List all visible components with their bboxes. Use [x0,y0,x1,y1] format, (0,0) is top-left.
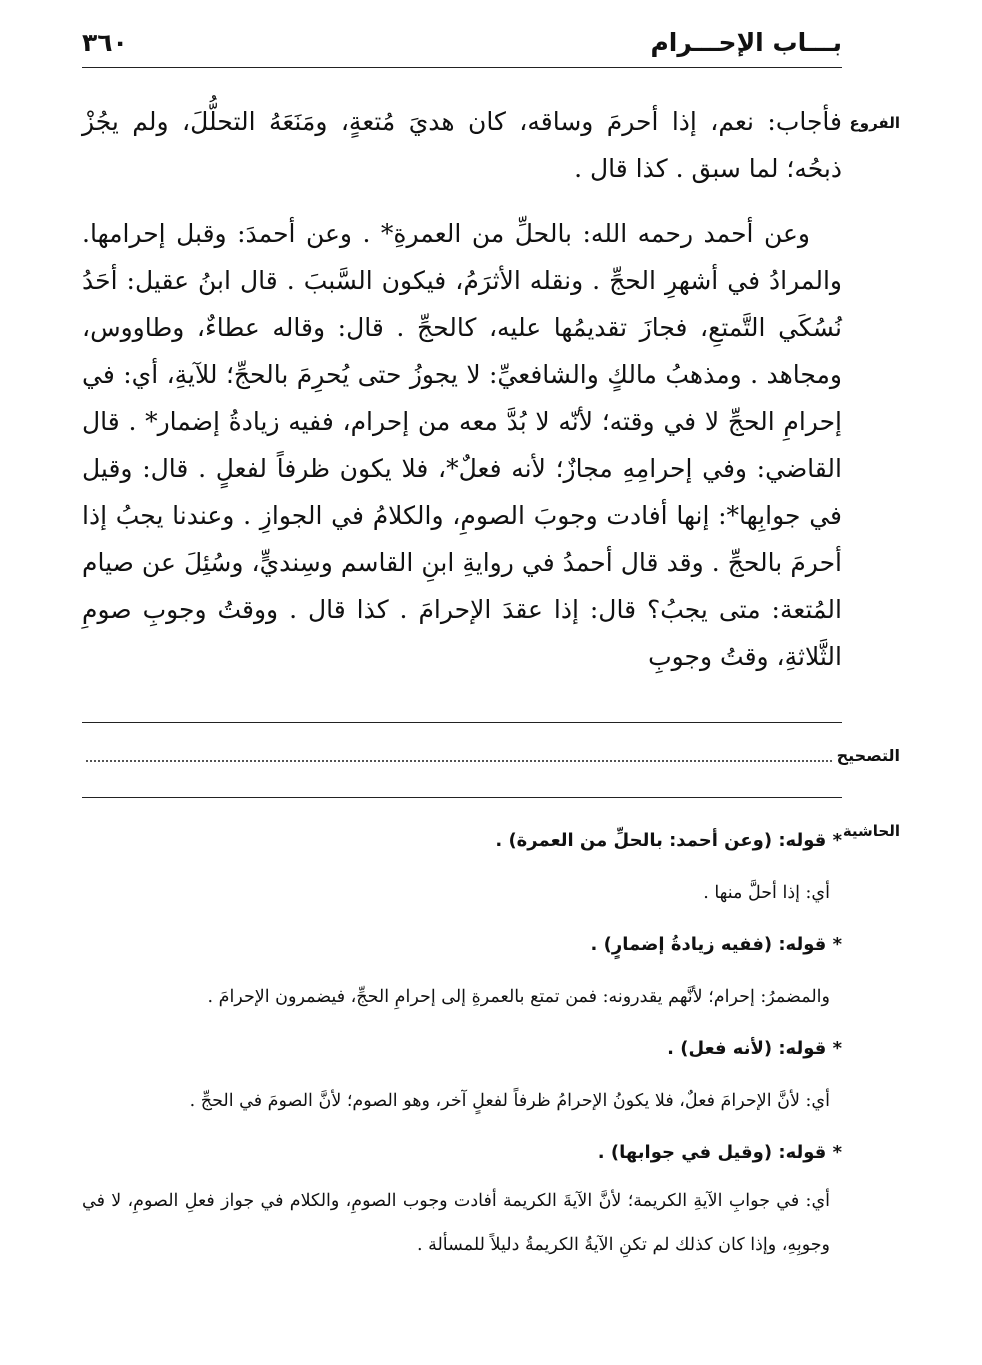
label-hashiya: الحاشية [842,822,900,840]
chapter-title: بـــاب الإحـــرام [650,27,842,57]
main-paragraph-2: وعن أحمد رحمه الله: بالحلِّ من العمرةِ* . وعن أحمدَ: وقبل إحرامها. والمرادُ في أشهرِ الحجِّ . ونقله الأثرَمُ، فيكون السَّببَ . قال ابنُ عقيل: أحَدُ نُسُكَي التَّمتعِ، فجازَ تقديمُها عليه، كالحجِّ . قال: وقاله عطاءٌ، وطاووس، ومجاهد . ومذهبُ مالكٍ والشافعيِّ: لا يجوزُ حتى يُحرِمَ بالحجِّ؛ للآيةِ، أي: في إحرامِ الحجِّ لا في وقته؛ لأنّه لا بُدَّ معه من إحرام، ففيه زيادةُ إضمار* . قال القاضي: وفي إحرامِهِ مجازٌ؛ لأنه فعلٌ*، فلا يكون ظرفاً لفعلٍ . قال: وقيل في جوابِها*: إنها أفادت وجوبَ الصومِ، والكلامُ في الجوازِ . وعندنا يجبُ إذا أحرمَ بالحجِّ . وقد قال أحمدُ في روايةِ ابنِ القاسم وسِنديٍّ، وسُئِلَ عن صيام المُتعة: متى يجبُ؟ قال: إذا عقدَ الإحرامَ . كذا قال . ووقتُ وجوبِ صومِ الثَّلاثةِ، وقتُ وجوبِ [82,219,842,671]
main-paragraph-1: فأجاب: نعم، إذا أحرمَ وساقه، كان هديَ مُتعةٍ، ومَنَعَهُ التحلُّلَ، ولم يجُزْ ذبحُه؛ لما سبق . كذا قال . [82,107,842,183]
note-3-quote [82,1023,842,1075]
corrections-dotted-line [86,760,832,762]
note-1-answer: أي: إذا أحلَّ منها . [703,883,830,903]
main-text [82,98,842,680]
label-furu: الفروع [849,114,900,132]
note-2-answer: والمضمرُ: إحرام؛ لأنَّهم يقدرونه: فمن تمتع بالعمرةِ إلى إحرامِ الحجِّ، فيضمرون الإحرامَ . [207,987,830,1007]
note-3-quote-text: قوله: (لأنه فعل) . [667,1038,827,1059]
note-4-quote-text: قوله: (وقيل في جوابها) . [597,1142,827,1163]
corrections-bottom-rule [82,797,842,798]
star-icon: * [826,1142,842,1163]
running-header [82,22,842,62]
star-icon: * [826,934,842,955]
note-4-answer: أي: في جوابِ الآيةِ الكريمة؛ لأنَّ الآيةَ الكريمة أفادت وجوب الصومِ، والكلام في جواز فعلِ الصومِ، لا في وجوبِهِ، وإذا كان كذلك لم تكنِ الآيةُ الكريمةُ دليلاً للمسألة . [82,1191,830,1255]
note-1-quote-text: قوله: (وعن أحمد: بالحلِّ من العمرة) . [495,830,827,851]
note-2-quote [82,919,842,971]
star-icon: * [826,1038,842,1059]
corrections-top-rule [82,722,842,723]
header-rule [82,67,842,68]
label-tashih: التصحيح [836,746,900,765]
note-4-quote [82,1127,842,1179]
note-2-quote-text: قوله: (ففيه زيادةُ إضمارٍ) . [590,934,827,955]
footnotes [82,815,842,1267]
note-1-quote [82,815,842,867]
note-3-answer: أي: لأنَّ الإحرامَ فعلٌ، فلا يكونُ الإحرامُ ظرفاً لفعلٍ آخر، وهو الصوم؛ لأنَّ الصومَ في الحجِّ . [189,1091,830,1111]
page-number: ٣٦٠ [82,27,128,57]
star-icon: * [826,830,842,851]
